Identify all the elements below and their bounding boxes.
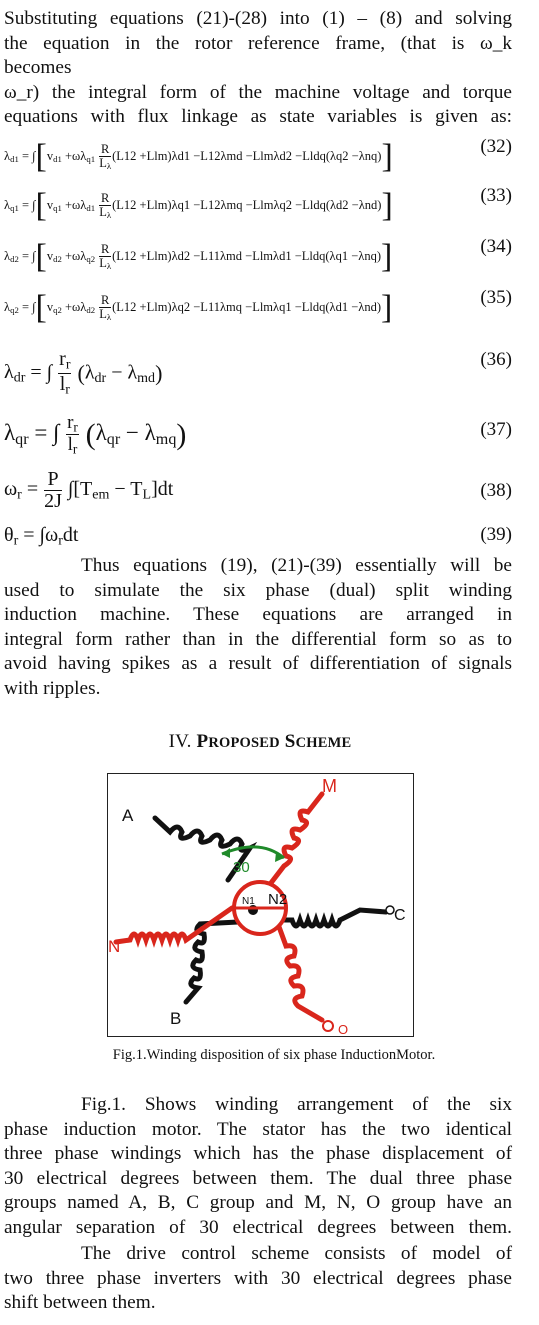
- terminal-C-icon: [386, 906, 394, 914]
- para-line: used to simulate the six phase (dual) split winding: [4, 579, 512, 601]
- equation-number: (38): [480, 480, 512, 501]
- winding-M-coil: [264, 794, 322, 892]
- winding-figure: [107, 773, 414, 1037]
- equation-number: (34): [480, 236, 512, 257]
- equation-37: $\lambda_{qr}$ = ∫ $\frac{r_r}{l_r}$ $(\lambda_{qr} - \lambda_{mq})$ (37): [4, 412, 512, 457]
- equation-number: (39): [480, 524, 512, 545]
- equation-39: $\theta_r = \int\omega_rdt$ (39): [4, 524, 512, 549]
- fig-label-n2: N2: [268, 891, 288, 908]
- para-line: shift between them.: [4, 1292, 156, 1314]
- drive-paragraph: [4, 1242, 512, 1316]
- para-line: three phase windings which has the phase displacement of: [4, 1143, 512, 1165]
- para-line: angular separation of 30 electrical degrees between them.: [4, 1216, 512, 1238]
- winding-C-coil: [284, 910, 386, 926]
- para-line: induction machine. These equations are arranged in: [4, 604, 512, 626]
- intro-line: ω_r) the integral form of the machine voltage and torque: [4, 81, 512, 103]
- para-line: The drive control scheme consists of model of: [81, 1243, 512, 1264]
- equation-number: (36): [480, 349, 512, 370]
- winding-O-coil: [278, 924, 322, 1020]
- terminal-O-icon: [323, 1021, 333, 1031]
- para-line: avoid having spikes as a result of differentiation of signals: [4, 653, 512, 675]
- flux-equation-row: $\lambda_{q2} = \int[v_{q2} +\omega\lambda_{d2}$ $\frac{R}{L_\lambda}$ (L12 +Llm)λq2 −L11λmq −Llmλq1 −Lldq(λd1 −λnd)] (35): [4, 287, 512, 326]
- winding-diagram: [108, 774, 413, 1036]
- equation-number: (33): [480, 185, 512, 206]
- intro-paragraph: [4, 7, 512, 130]
- intro-line: the equation in the rotor reference frame, (that is ω_k: [4, 32, 512, 54]
- equation-number: (32): [480, 136, 512, 157]
- para-line: integral form rather than in the differential form so as to: [4, 628, 512, 650]
- flux-equation-row: $\lambda_{d2} = \int[v_{d2} +\omega\lambda_{q2}$ $\frac{R}{L_\lambda}$ (L12 +Llm)λd2 −L11λmd −Llmλd1 −Lldq(λq1 −λnq)] (34): [4, 236, 512, 275]
- eq36-fraction: $\frac{r_r}{l_r}$: [59, 348, 71, 398]
- para-line: Fig.1. Shows winding arrangement of the six: [81, 1094, 512, 1115]
- intro-line: equations with flux linkage as state variables is given as:: [4, 106, 512, 128]
- flux-equation-row: $\lambda_{q1} = \int[v_{q1} +\omega\lambda_{d1}$ $\frac{R}{L_\lambda}$ (L12 +Llm)λq1 −L12λmq −Llmλq2 −Lldq(λd2 −λnd)] (33): [4, 185, 512, 224]
- section-heading: IV. PROPOSED SCHEME: [168, 731, 352, 752]
- simulation-paragraph: [4, 554, 512, 702]
- angle-arc: [222, 847, 284, 858]
- para-line: phase induction motor. The stator has the two identical: [4, 1118, 512, 1140]
- para-line: groups named A, B, C group and M, N, O group have an: [4, 1192, 512, 1214]
- equation-36: $\lambda_{dr}$ = ∫ $\frac{r_r}{l_r}$ $(\lambda_{dr} - \lambda_{md})$ (36): [4, 348, 512, 398]
- para-line: with ripples.: [4, 677, 101, 699]
- intro-line: becomes: [4, 57, 72, 79]
- equation-number: (35): [480, 287, 512, 308]
- fig-label-C: C: [394, 907, 406, 924]
- figure-caption: Fig.1.Winding disposition of six phase InductionMotor.: [112, 1047, 436, 1063]
- fig-label-M: M: [322, 776, 337, 796]
- fig-label-O: O: [338, 1022, 349, 1036]
- fig-label-B: B: [170, 1009, 182, 1028]
- fig-label-N: N: [108, 937, 121, 956]
- equation-number: (37): [480, 419, 512, 440]
- fig-label-A: A: [122, 806, 134, 825]
- para-line: Thus equations (19), (21)-(39) essentially will be: [81, 555, 512, 576]
- intro-line: Substituting equations (21)-(28) into (1) – (8) and solving: [4, 8, 512, 29]
- eq36-lhs: $\lambda_{dr}$: [4, 361, 26, 386]
- fig-label-angle: 30: [233, 859, 250, 876]
- winding-paragraph: [4, 1093, 512, 1241]
- flux-equation-row: $\lambda_{d1} = \int[v_{d1} +\omega\lambda_{q1}$ $\frac{R}{L_\lambda}$ (L12 +Llm)λd1 −L12λmd −Llmλd2 −Lldq(λq2 −λnq)] (32): [4, 136, 512, 175]
- fig-label-n1: N1: [242, 896, 255, 907]
- equation-38: $\omega_r$ = $\frac{P}{2J}$ $\int[T_{em} - T_L]dt$ (38): [4, 468, 512, 512]
- para-line: 30 electrical degrees between them. The dual three phase: [4, 1167, 512, 1189]
- para-line: two three phase inverters with 30 electrical degrees phase: [4, 1267, 512, 1289]
